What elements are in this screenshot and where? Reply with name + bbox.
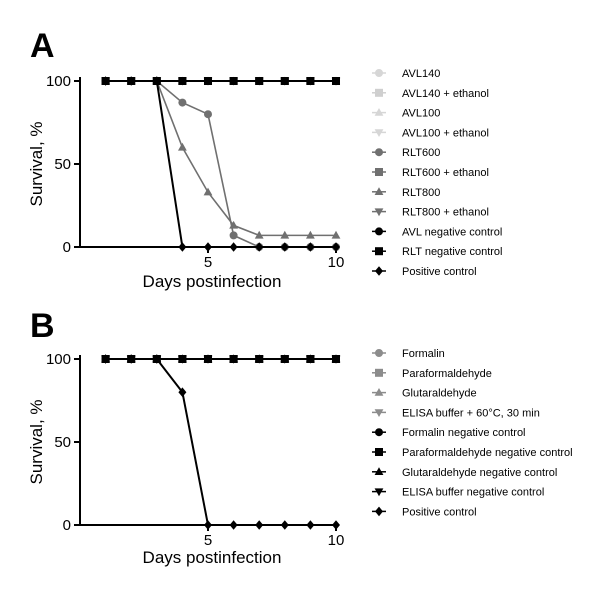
x-axis-title: Days postinfection (142, 272, 282, 291)
legend-item (372, 68, 440, 80)
data-point (255, 77, 263, 85)
data-point (306, 242, 314, 252)
panel-letter-a: A (30, 27, 55, 65)
legend-label: RLT600 (402, 147, 441, 160)
series-line (106, 81, 336, 235)
legend-item (372, 147, 440, 159)
x-tick-label: 5 (203, 254, 213, 271)
y-tick-label: 50 (54, 434, 71, 451)
series-positive-control (102, 354, 340, 530)
legend-item (372, 506, 477, 518)
legend-marker (375, 349, 383, 357)
legend-item (372, 427, 526, 439)
legend-label: Positive control (402, 266, 477, 278)
legend-item (372, 207, 489, 219)
legend-label: AVL100 (402, 107, 441, 120)
x-tick-label: 10 (327, 532, 345, 549)
legend-label: AVL140 (402, 68, 441, 80)
legend-a (372, 68, 502, 278)
legend-label: AVL negative control (402, 226, 503, 239)
panel-a (27, 27, 502, 291)
legend-label: ELISA buffer + 60°C, 30 min (402, 407, 540, 420)
panel-letter-b: B (30, 307, 55, 345)
legend-item (372, 407, 540, 419)
y-tick-label: 100 (45, 351, 71, 368)
legend-item (372, 127, 489, 139)
legend-label: Positive control (402, 506, 477, 519)
legend-label: AVL100 + ethanol (402, 127, 489, 140)
x-tick-label: 5 (203, 532, 213, 549)
data-point (306, 520, 314, 530)
data-point (255, 520, 263, 530)
legend-item (372, 167, 489, 179)
legend-marker (375, 148, 383, 156)
y-tick-label: 100 (45, 73, 71, 90)
legend-marker (375, 69, 383, 77)
data-point (255, 242, 263, 252)
legend-label: Paraformaldehyde negative control (402, 447, 573, 459)
legend-label: ELISA buffer negative control (402, 486, 545, 499)
data-point (230, 77, 238, 85)
data-point (230, 242, 238, 252)
legend-item (372, 108, 440, 120)
legend-marker (375, 448, 383, 456)
legend-item (372, 88, 489, 100)
series-rlt600 (102, 77, 340, 251)
legend-label: Glutaraldehyde negative control (402, 466, 558, 479)
legend-item (372, 246, 502, 258)
legend-item (372, 467, 557, 479)
legend-label: Formalin (402, 348, 445, 360)
data-point (204, 520, 212, 530)
x-axis-title: Days postinfection (142, 548, 282, 567)
legend-marker (375, 168, 383, 176)
legend-marker (375, 247, 383, 255)
data-point (204, 188, 213, 196)
series-line (106, 359, 336, 525)
data-point (230, 520, 238, 530)
legend-label: Paraformaldehyde (402, 367, 492, 380)
data-point (306, 77, 314, 85)
legend-marker (375, 428, 383, 436)
data-point (178, 242, 186, 252)
data-point (204, 77, 212, 85)
x-tick-label: 10 (327, 254, 345, 271)
legend-marker (375, 507, 383, 517)
legend-label: Glutaraldehyde (402, 387, 477, 400)
data-point (281, 520, 289, 530)
data-point (281, 242, 289, 252)
series-rlt800 (101, 76, 340, 238)
y-tick-label: 50 (54, 156, 71, 173)
data-point (281, 77, 289, 85)
legend-label: RLT800 (402, 186, 441, 199)
legend-label: AVL140 + ethanol (402, 87, 489, 100)
data-point (178, 143, 187, 151)
legend-label: RLT800 + ethanol (402, 206, 489, 219)
legend-label: Formalin negative control (402, 427, 526, 440)
legend-marker (375, 89, 383, 97)
y-tick-label: 0 (62, 239, 71, 256)
data-point (332, 242, 340, 252)
data-point (204, 110, 212, 118)
y-tick-label: 0 (62, 517, 71, 534)
data-point (332, 77, 340, 85)
legend-item (372, 388, 477, 400)
series-line (106, 81, 336, 247)
data-point (332, 520, 340, 530)
y-axis-title: Survival, % (27, 399, 46, 485)
data-point (204, 242, 212, 252)
legend-item (372, 187, 440, 199)
legend-marker (375, 266, 383, 276)
legend-marker (375, 227, 383, 235)
legend-item (372, 348, 445, 360)
series-line (106, 81, 336, 247)
legend-label: RLT negative control (402, 246, 503, 259)
data-point (178, 99, 186, 107)
y-axis-title: Survival, % (27, 121, 46, 207)
legend-label: RLT600 + ethanol (402, 167, 489, 179)
legend-marker (375, 369, 383, 377)
legend-item (372, 368, 492, 380)
panel-b (27, 307, 573, 567)
legend-item (372, 266, 477, 278)
legend-b (372, 348, 573, 518)
data-point (178, 77, 186, 85)
legend-item (372, 226, 502, 238)
legend-item (372, 447, 573, 459)
data-point (230, 231, 238, 239)
legend-item (372, 487, 544, 499)
series-positive-control (102, 76, 340, 252)
